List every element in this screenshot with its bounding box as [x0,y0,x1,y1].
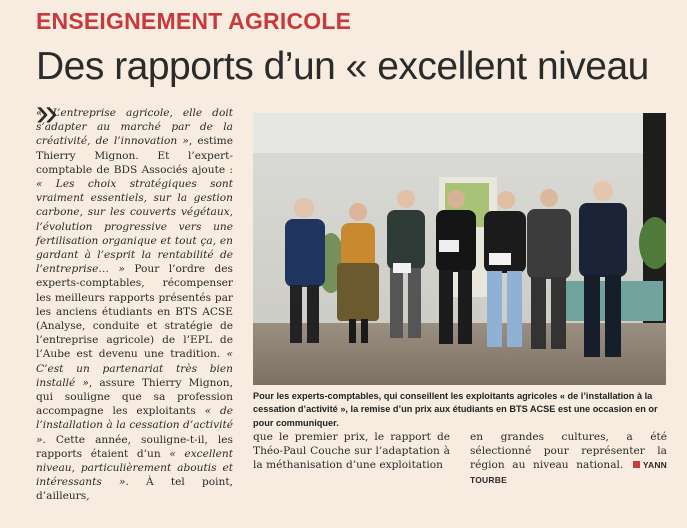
article-column-1 [36,106,233,504]
quote: « Les choix stratégiques sont vraiment essentiels, sur la gestion carbone, sur les couverts végétaux, l’évolution progressive vers une fertilisation organique et tout ça, en gardant à l’esprit la rentabilité de l’entreprise… » [36,178,233,276]
body-text: Pour l’ordre des experts-comptables, récompenser les meilleurs rapports présentés par les anciens étudiants en BTS ACSE (Analyse, conduite et stratégie de l’entreprise agricole) de l’EPL de l’Aube est devenu une tradition. [36,263,233,361]
byline-square-icon [633,461,640,468]
section-kicker: ENSEIGNEMENT AGRICOLE [36,8,352,34]
quote: « de l’installation à la cessation d’activité » [36,405,233,446]
body-text: . Cette année, souligne-t-il, les rapports étaient d’un [36,433,233,460]
quote: « C’est un partenariat très bien installé » [36,348,233,389]
body-text: en grandes cultures, a été sélectionné pour représenter la région au niveau national. [470,431,667,472]
body-text: , estime Thierry Mignon. Et l’expert-comptable de BDS Associés ajoute : [36,135,233,176]
body-text: , assure Thierry Mignon, qui souligne que sa profession accompagne les exploitants [36,376,233,418]
body-text: . À tel point, d’ailleurs, [36,476,233,503]
article-headline: Des rapports d’un « excellent niveau » [36,45,649,134]
article-photo [253,113,666,385]
article-column-3 [470,430,667,487]
quote: « excellent niveau, particulièrement aboutis et intéressants » [36,447,234,489]
quote: « L’entreprise agricole, elle doit s’adapter au marché par de la créativité, de l’innovation » [36,107,233,148]
article-column-2: que le premier prix, le rapport de Théo-Paul Couche sur l’adaptation à la méthanisation d’une exploitation [253,431,450,472]
author-byline: YANN TOURBE [470,460,668,485]
photo-caption: Pour les experts-comptables, qui conseillent les exploitants agricoles « de l’installation à la cessation d’activité », la remise d’un prix aux étudiants en BTS ACSE est une occasion en or pour communiquer. [253,391,658,428]
